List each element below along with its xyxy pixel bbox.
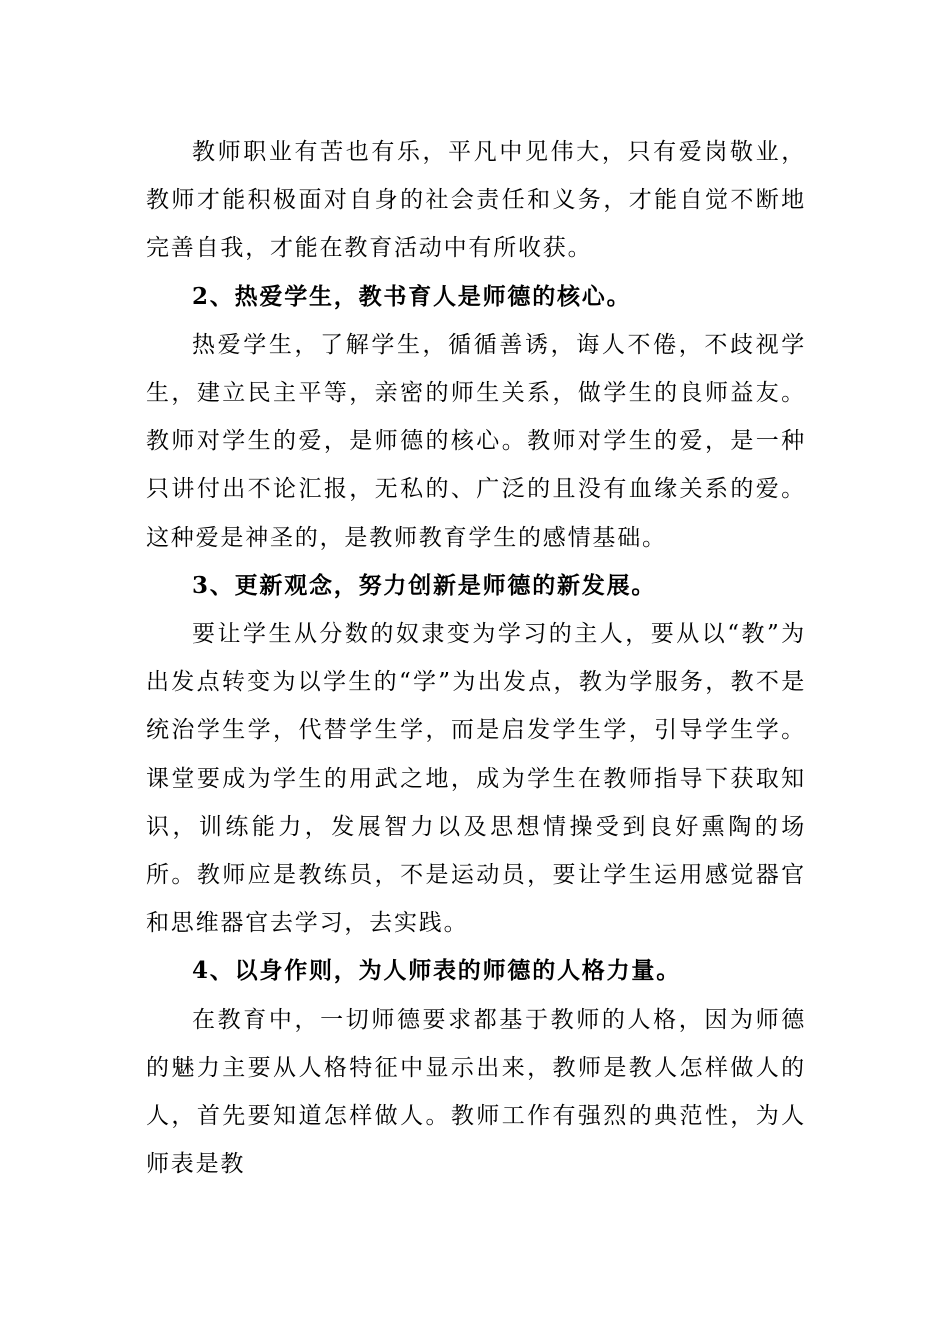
section-heading-4: 4、以身作则，为人师表的师德的人格力量。 xyxy=(192,957,682,985)
section-heading-3: 3、更新观念，努力创新是师德的新发展。 xyxy=(192,571,657,599)
paragraph-3: 要让学生从分数的奴隶变为学习的主人，要从以“教”为出发点转变为以学生的“学”为出发点，教为学服务，教不是统治学生学，代替学生学，而是启发学生学，引导学生学。课堂要成为学生的用武之地，成为学生在教师指导下获取知识，训练能力，发展智力以及思想情操受到良好熏陶的场所。教师应是教练员，不是运动员，要让学生运用感觉器官和思维器官去学习，去实践。 xyxy=(146,621,806,937)
section-heading-2: 2、热爱学生，教书育人是师德的核心。 xyxy=(192,282,632,310)
paragraph-1: 教师职业有苦也有乐，平凡中见伟大，只有爱岗敬业，教师才能积极面对自身的社会责任和义务，才能自觉不断地完善自我，才能在教育活动中有所收获。 xyxy=(146,139,806,262)
paragraph-4: 在教育中，一切师德要求都基于教师的人格，因为师德的魅力主要从人格特征中显示出来，教师是教人怎样做人的人，首先要知道怎样做人。教师工作有强烈的典范性，为人师表是教 xyxy=(146,1006,806,1178)
document-body xyxy=(146,128,806,1188)
paragraph-2: 热爱学生，了解学生，循循善诱，诲人不倦，不歧视学生，建立民主平等，亲密的师生关系，做学生的良师益友。教师对学生的爱，是师德的核心。教师对学生的爱，是一种只讲付出不论汇报，无私的、广泛的且没有血缘关系的爱。这种爱是神圣的，是教师教育学生的感情基础。 xyxy=(146,331,806,551)
